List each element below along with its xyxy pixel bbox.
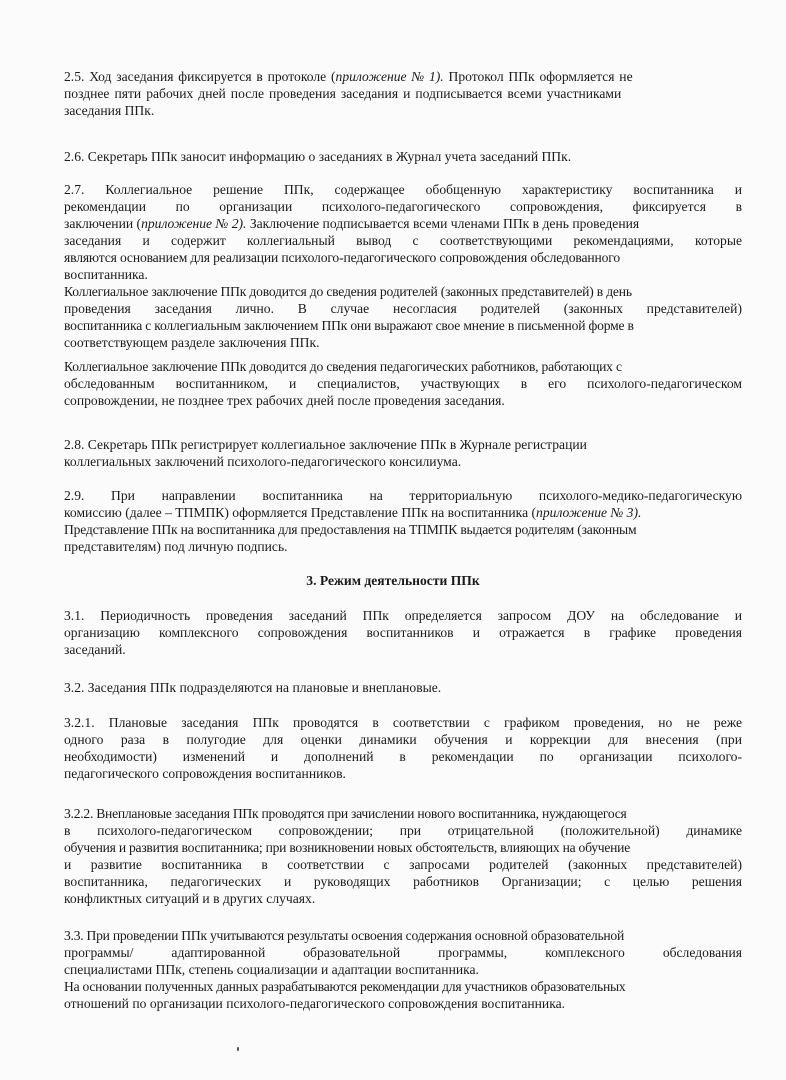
text-line: представителям) под личную подпись. xyxy=(64,539,288,554)
text-line: заседания ППк. xyxy=(64,103,155,118)
section-heading: 3. Режим деятельности ППк xyxy=(306,573,480,588)
text-line: Представление ППк на воспитанника для предоставления на ТПМПК выдается родителям (законным xyxy=(64,522,637,537)
text-line: организацию комплексного сопровождения воспитанников и отражается в графике проведения xyxy=(64,625,742,640)
text-line: соответствующем разделе заключения ППк. xyxy=(64,335,320,350)
text-run: заключении ( xyxy=(64,216,142,231)
text-line: 3.2. Заседания ППк подразделяются на плановые и внеплановые. xyxy=(64,680,442,695)
text-line: педагогического сопровождения воспитанников. xyxy=(64,766,346,781)
text-line: необходимости) изменений и дополнений в рекомендации по организации психолого- xyxy=(64,749,742,764)
text-line: 3.2.1. Плановые заседания ППк проводятся в соответствии с графиком проведения, но не реже xyxy=(64,715,742,730)
text-line: являются основанием для реализации психолого-педагогического сопровождения обследованного xyxy=(64,250,620,265)
text-line: воспитанника с коллегиальным заключением ППк они выражают свое мнение в письменной форме в xyxy=(64,318,634,333)
paragraph-3-2-2 xyxy=(64,805,742,907)
text-line: в психолого-педагогическом сопровождении; при отрицательной (положительной) динамике xyxy=(64,823,742,838)
text-line: Коллегиальное заключение ППк доводится до сведения педагогических работников, работающих с xyxy=(64,359,622,374)
paragraph-3-3 xyxy=(64,927,742,1012)
paragraph-2-7 xyxy=(64,181,742,283)
paragraph-2-9 xyxy=(64,487,742,555)
text-line: 3.1. Периодичность проведения заседаний ППк определяется запросом ДОУ на обследование и xyxy=(64,608,742,623)
text-line: 2.7. Коллегиальное решение ППк, содержащее обобщенную характеристику воспитанника и xyxy=(64,182,742,197)
paragraph-2-7-parents xyxy=(64,283,742,351)
text-line: отношений по организации психолого-педагогического сопровождения воспитанника. xyxy=(64,996,566,1011)
text-line xyxy=(64,504,742,521)
text-run: Протокол ППк оформляется не xyxy=(443,69,633,84)
text-line: 2.8. Секретарь ППк регистрирует коллегиальное заключение ППк в Журнале регистрации xyxy=(64,437,587,452)
italic-reference: приложение № 2). xyxy=(141,216,247,231)
text-line: 3.3. При проведении ППк учитываются результаты освоения содержания основной образовательной xyxy=(64,928,624,943)
text-run: Заключение подписывается всеми членами ППк в день проведения xyxy=(246,216,640,231)
text-line: специалистами ППк, степень социализации и адаптации воспитанника. xyxy=(64,962,479,977)
paragraph-3-2-1 xyxy=(64,714,742,782)
scan-speck xyxy=(237,1047,239,1051)
text-line: Коллегиальное заключение ППк доводится до сведения родителей (законных представителей) в день xyxy=(64,284,632,299)
text-line: обследованным воспитанником, и специалистов, участвующих в его психолого-педагогическом xyxy=(64,376,742,391)
italic-reference: приложение № 1). xyxy=(335,69,444,84)
text-line: позднее пяти рабочих дней после проведения заседания и подписывается всеми участниками xyxy=(64,86,622,101)
paragraph-3-2 xyxy=(64,679,742,696)
paragraph-3-1 xyxy=(64,607,742,658)
text-line: программы/ адаптированной образовательной программы, комплексного обследования xyxy=(64,945,742,960)
text-line: воспитанника, педагогических и руководящих работников Организации; с целью решения xyxy=(64,874,742,889)
text-line: На основании полученных данных разрабатываются рекомендации для участников образовательных xyxy=(64,979,626,994)
text-line: и развитие воспитанника в соответствии с запросами родителей (законных представителей) xyxy=(64,857,742,872)
text-line: рекомендации по организации психолого-педагогического сопровождения, фиксируется в xyxy=(64,199,742,214)
text-line: одного раза в полугодие для оценки динамики обучения и коррекции для внесения (при xyxy=(64,732,742,747)
text-line: обучения и развития воспитанника; при возникновении новых обстоятельств, влияющих на обучение xyxy=(64,840,630,855)
text-line xyxy=(64,68,742,85)
text-line: сопровождении, не позднее трех рабочих дней после проведения заседания. xyxy=(64,393,505,408)
text-line: проведения заседания лично. В случае несогласия родителей (законных представителей) xyxy=(64,301,742,316)
text-run: 2.5. Ход заседания фиксируется в протоколе ( xyxy=(64,69,336,84)
text-run: комиссию (далее – ТПМПК) оформляется Представление ППк на воспитанника ( xyxy=(64,505,537,520)
text-line: конфликтных ситуаций и в других случаях. xyxy=(64,891,316,906)
text-line: 2.6. Секретарь ППк заносит информацию о заседаниях в Журнал учета заседаний ППк. xyxy=(64,149,572,164)
text-line: заседания и содержит коллегиальный вывод с соответствующими рекомендациями, которые xyxy=(64,233,742,248)
paragraph-2-7-teachers xyxy=(64,358,742,409)
paragraph-2-5 xyxy=(64,68,742,119)
text-line: воспитанника. xyxy=(64,267,148,282)
text-line: заседаний. xyxy=(64,642,126,657)
text-line: 2.9. При направлении воспитанника на территориальную психолого-медико-педагогическую xyxy=(64,488,742,503)
paragraph-2-6 xyxy=(64,148,742,165)
text-line xyxy=(64,215,742,232)
italic-reference: приложение № 3). xyxy=(536,505,642,520)
paragraph-2-8 xyxy=(64,436,742,470)
text-line: коллегиальных заключений психолого-педагогического консилиума. xyxy=(64,454,462,469)
text-line: 3.2.2. Внеплановые заседания ППк проводятся при зачислении нового воспитанника, нуждающегося xyxy=(64,806,627,821)
